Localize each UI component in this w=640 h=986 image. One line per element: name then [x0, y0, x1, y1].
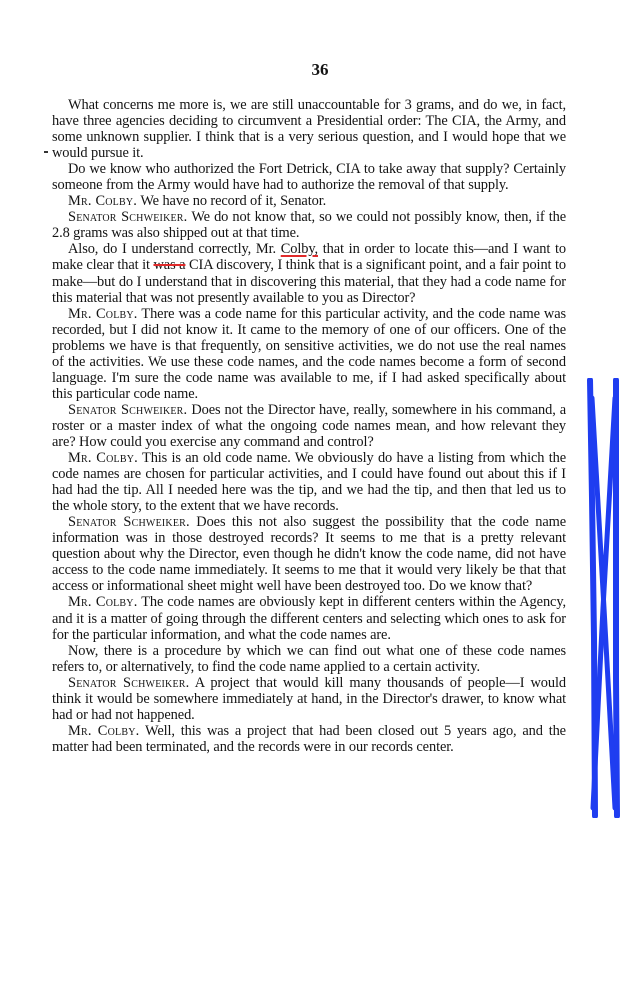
paragraph-11: [52, 643, 566, 675]
paragraph-text: Also, do I understand correctly, Mr.: [68, 241, 281, 258]
paragraph-text: What concerns me more is, we are still unaccountable for 3 grams, and do we, in fact, have three agencies deciding to circumvent a Presidential order: The CIA, the Army, and some unknown supplier. I think that is a very serious question, and I would hope that we would pursue it.: [52, 97, 566, 162]
struck-was-a: was a: [153, 257, 186, 274]
speaker-name: Senator Schweiker.: [68, 401, 188, 418]
speaker-name: Senator Schweiker.: [68, 209, 188, 226]
paragraph-text: that in order to locate this—and I want to make clear that it: [52, 241, 566, 274]
paragraph-text: Does not the Director have, really, somewhere in his command, a roster or a master index of what the ongoing code names mean, and how relevant they are? How could you exercise any command and control?: [52, 401, 566, 450]
paragraph-text: Do we know who authorized the Fort Detrick, CIA to take away that supply? Certainly someone from the Army would have had to authorize the removal of that supply.: [52, 161, 566, 194]
paragraph-3: [52, 193, 566, 209]
paragraph-5: [52, 241, 566, 305]
speaker-name: Senator Schweiker.: [68, 514, 190, 531]
paragraph-text: Does this not also suggest the possibility that the code name information was in those destroyed records? It seems to me that is a pretty relevant question about why the Director, even though he didn't know the code name, did not have access to the code name immediately. It seems to me that it would very likely be that that access or informational sheet might well have been destroyed too. Do we know that?: [52, 514, 566, 595]
paragraph-4: [52, 209, 566, 241]
paragraph-text: A project that would kill many thousands of people—I would think it would be somewhere immediately at hand, in the Director's drawer, to know what had or had not happened.: [52, 674, 566, 723]
paragraph-text: This is an old code name. We obviously do have a listing from which the code names are chosen for particular activities, and I could have found out about this if I had had the tip. All I needed here was the tip, and we had the tip, and then that led us to the whole story, to the extent that we have records.: [52, 450, 566, 515]
paragraph-7: [52, 402, 566, 450]
paragraph-13: [52, 723, 566, 755]
paragraph-6: [52, 306, 566, 402]
speaker-name: Mr. Colby.: [68, 305, 138, 322]
paragraph-1: [52, 97, 566, 161]
blue-ink-x-mark: [586, 378, 620, 818]
underlined-colby: Colby,: [280, 241, 318, 258]
paragraph-10: [52, 594, 566, 642]
paragraph-text: We have no record of it, Senator.: [140, 193, 327, 210]
blue-ink-stroke-right: [616, 380, 617, 816]
paragraph-text: The code names are obviously kept in different centers within the Agency, and it is a matter of going through the different centers and selecting which ones to ask for for the particular information, and what the code names are.: [52, 594, 566, 643]
page-number: 36: [311, 60, 329, 79]
paragraph-text: CIA discovery, I think that is a significant point, and a fair point to make—but do I understand that in discovering this material, that they had a code name for this material that was not presently available to you as Director?: [52, 257, 567, 306]
speaker-name: Mr. Colby.: [68, 594, 138, 611]
paragraph-9: [52, 514, 566, 594]
body-text: [52, 97, 566, 755]
paragraph-text: We do not know that, so we could not possibly know, then, if the 2.8 grams was also shipped out at that time.: [52, 209, 566, 242]
speaker-name: Mr. Colby.: [68, 193, 138, 210]
paragraph-12: [52, 675, 566, 723]
speaker-name: Mr. Colby.: [68, 722, 140, 739]
speaker-name: Senator Schweiker.: [68, 674, 190, 691]
paragraph-text: There was a code name for this particular activity, and the code name was recorded, but I did not know it. It came to the memory of one of our officers. One of the problems we have is that frequently, on sensitive activities, we do not use the real names of the activities. We use these code names, and the code names become a form of second language. I'm sure the code name was available to me, if I had asked specifically about this particular code name.: [52, 305, 566, 402]
paragraph-8: [52, 450, 566, 514]
paragraph-2: [52, 161, 566, 193]
paragraph-text: Now, there is a procedure by which we can find out what one of these code names refers to, or alternatively, to find the code name applied to a certain activity.: [52, 642, 566, 675]
paragraph-text: Well, this was a project that had been closed out 5 years ago, and the matter had been terminated, and the records were in our records center.: [52, 722, 566, 755]
speaker-name: Mr. Colby.: [68, 450, 138, 467]
margin-tick-mark: [44, 151, 48, 153]
